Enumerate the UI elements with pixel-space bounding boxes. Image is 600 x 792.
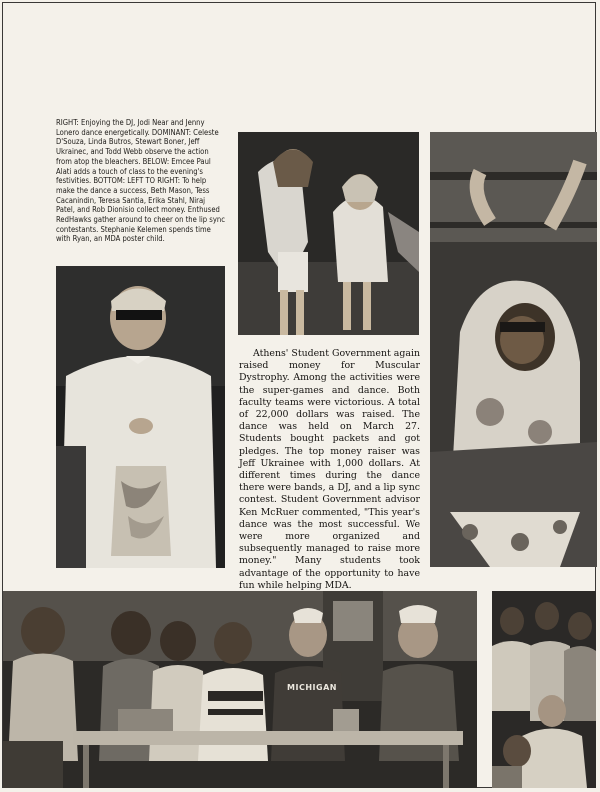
photo-emcee <box>56 266 225 568</box>
photo-dancers <box>238 132 419 335</box>
shirt-text: MICHIGAN <box>287 683 337 692</box>
photo-crowd <box>492 591 596 788</box>
photo-bleachers <box>430 132 597 567</box>
photo-money-table <box>3 591 477 788</box>
article-body: Athens' Student Government again raised money for Muscular Dystrophy. Among the activities were the super-games and dance. Both faculty teams were victorious. A total of 22,000 dollars was raised. The dance was held on March 27. Students bought packets and got pledges. The top money raiser was Jeff Ukrainee with 1,000 dollars. At different times during the dance there were bands, a DJ, and a lip sync contest. Student Government advisor Ken McRuer commented, "This year's dance was the most successful. We were more organized and subsequently managed to raise more money." Many students took advantage of the opportunity to have fun while helping MDA. <box>239 348 420 591</box>
photo-caption: RIGHT: Enjoying the DJ, Jodi Near and Jenny Lonero dance energetically. DOMINANT: Celeste D'Souza, Linda Butros, Stewart Boner, Jeff Ukrainec, and Todd Webb observe the action from atop the bleachers. BELOW: Emcee Paul Alati adds a touch of class to the evening's festivities. BOTTOM: LEFT TO RIGHT: To help make the dance a success, Beth Mason, Tess Cacanindin, Teresa Santia, Erika Stahl, Niraj Patel, and Rob Dionisio collect money. Enthused RedHawks gather around to cheer on the lip sync contestants. Stephanie Kelemen spends time with Ryan, an MDA poster child. <box>56 118 225 244</box>
